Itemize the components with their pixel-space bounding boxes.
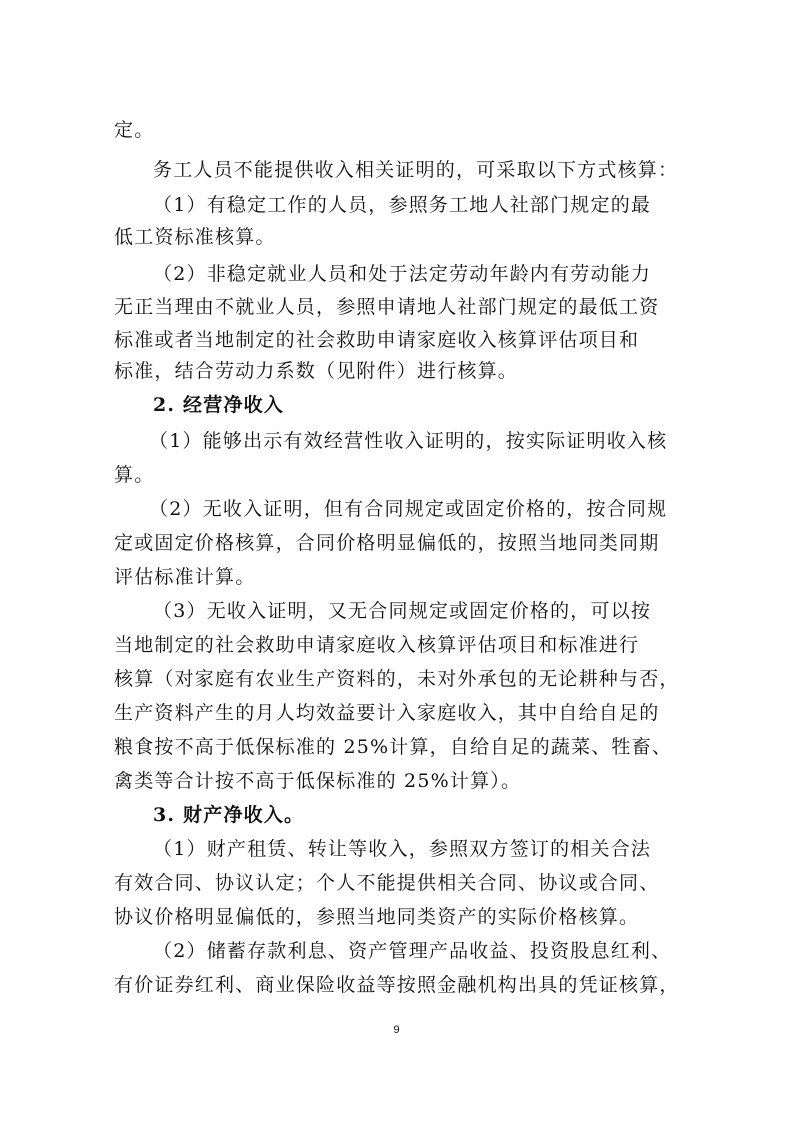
text-line-22: （1）财产租赁、转让等收入，参照双方签订的相关合法 xyxy=(153,838,652,860)
text-line-12: （2）无收入证明，但有合同规定或固定价格的，按合同规 xyxy=(149,498,668,520)
text-line-24: 协议价格明显偏低的，参照当地同类资产的实际价格核算。 xyxy=(114,906,640,928)
text-line-7: 标准或者当地制定的社会救助申请家庭收入核算评估项目和 xyxy=(114,329,640,351)
page-number: 9 xyxy=(393,1024,400,1036)
text-line-17: 核算（对家庭有农业生产资料的，未对外承包的无论耕种与否， xyxy=(114,668,680,690)
text-line-10: （1）能够出示有效经营性收入证明的，按实际证明收入核 xyxy=(149,430,668,452)
text-line-19: 粮食按不高于低保标准的 25%计算，自给自足的蔬菜、牲畜、 xyxy=(114,736,673,758)
section-heading-operating-income: 2. 经营净收入 xyxy=(153,394,285,416)
text-line-3: （1）有稳定工作的人员，参照务工地人社部门规定的最 xyxy=(153,194,652,216)
text-line-8: 标准，结合劳动力系数（见附件）进行核算。 xyxy=(114,360,519,382)
section-heading-property-income: 3. 财产净收入。 xyxy=(153,804,305,826)
text-line-1: 定。 xyxy=(114,119,155,141)
text-line-4: 低工资标准核算。 xyxy=(114,226,276,248)
text-line-16: 当地制定的社会救助申请家庭收入核算评估项目和标准进行 xyxy=(114,634,640,656)
text-line-11: 算。 xyxy=(114,464,155,486)
text-line-5: （2）非稳定就业人员和处于法定劳动年龄内有劳动能力 xyxy=(153,263,652,285)
text-line-23: 有效合同、协议认定；个人不能提供相关合同、协议或合同、 xyxy=(114,872,660,894)
text-line-25: （2）储蓄存款利息、资产管理产品收益、投资股息红利、 xyxy=(153,940,672,962)
text-line-14: 评估标准计算。 xyxy=(114,566,256,588)
text-line-15: （3）无收入证明，又无合同规定或固定价格的，可以按 xyxy=(153,600,652,622)
text-line-18: 生产资料产生的月人均效益要计入家庭收入，其中自给自足的 xyxy=(114,702,660,724)
text-line-2: 务工人员不能提供收入相关证明的，可采取以下方式核算： xyxy=(153,159,679,181)
text-line-13: 定或固定价格核算，合同价格明显偏低的，按照当地同类同期 xyxy=(114,532,660,554)
text-line-26: 有价证券红利、商业保险收益等按照金融机构出具的凭证核算， xyxy=(114,974,680,996)
text-line-20: 禽类等合计按不高于低保标准的 25%计算）。 xyxy=(114,770,522,792)
text-line-6: 无正当理由不就业人员，参照申请地人社部门规定的最低工资 xyxy=(114,296,660,318)
